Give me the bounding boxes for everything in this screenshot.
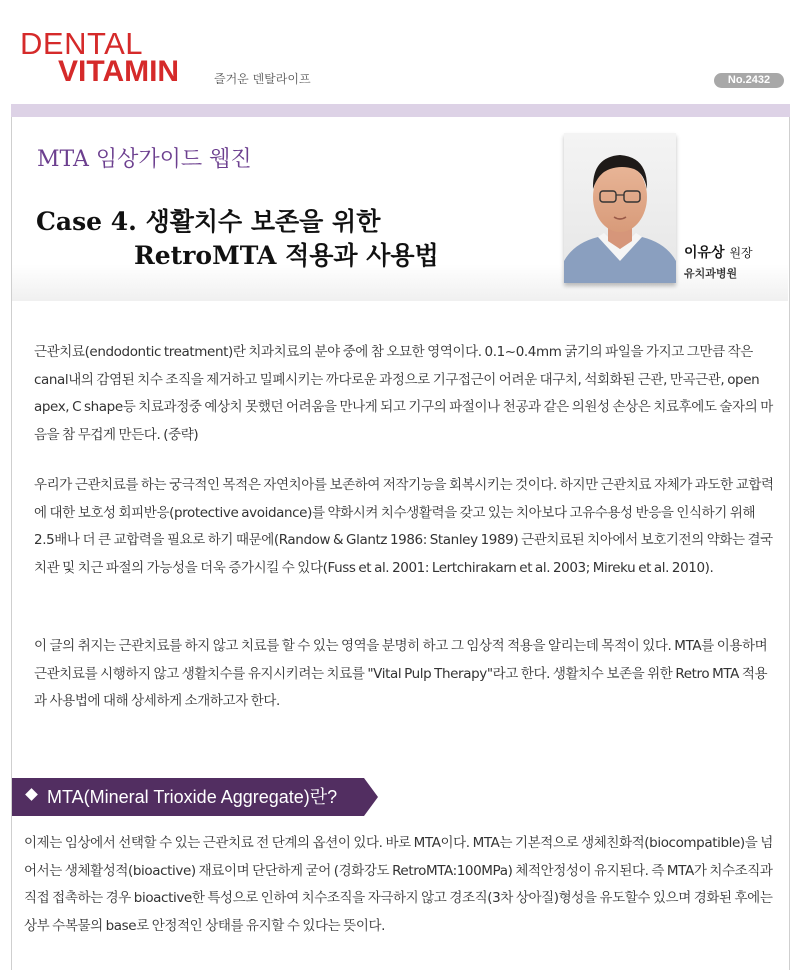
masthead [0,0,800,104]
author-photo [564,133,676,283]
logo-dental: DENTAL [20,26,144,61]
author-name-text: 이유상 [684,245,725,261]
header-band [11,104,790,117]
tagline: 즐거운 덴탈라이프 [214,72,311,86]
author-role: 원장 [729,246,753,260]
paragraph-3: 이 글의 취지는 근관치료를 하지 않고 치료를 할 수 있는 영역을 분명히 하고 그 임상적 적용을 알리는데 목적이 있다. MTA를 이용하며 근관치료를 시행하지 않고 생활치수를 유지시키려는 치료를 "Vital Pulp Therapy"라고 한다. 생활치수 보존을 위한 Retro MTA 적용과 사용법에 대해 상세하게 소개하고자 한다. [34,638,768,709]
series-title: MTA 임상가이드 웹진 [37,147,252,172]
author-portrait-image [564,133,676,283]
paragraph-2: 우리가 근관치료를 하는 궁극적인 목적은 자연치아를 보존하여 저작기능을 회복시키는 것이다. 하지만 근관치료 자체가 과도한 교합력에 대한 보호성 회피반응(protective avoidance)를 약화시켜 치수생활력을 갖고 있는 치아보다 고유수용성 반응을 인식하기 위해 2.5배나 더 큰 교합력을 필요로 하기 때문에(Randow & Glantz 1986: Stanley 1989) 근관치료된 치아에서 보호기전의 약화는 결국 치관 및 치근 파절의 가능성을 더욱 증가시킬 수 있다(Fuss et al. 2001: Lertchirakarn et al. 2003; Mireku et al. 2010). [34,477,774,576]
logo-vitamin: VITAMIN [58,55,180,88]
author-name [684,242,753,262]
author-affiliation: 유치과병원 [684,267,738,280]
section-title: MTA(Mineral Trioxide Aggregate)란? [47,787,338,807]
paragraph-1: 근관치료(endodontic treatment)란 치과치료의 분야 중에 참 오묘한 영역이다. 0.1~0.4mm 굵기의 파일을 가지고 그만큼 작은 canal내의 감염된 치수 조직을 제거하고 밀폐시키는 까다로운 과정으로 기구접근이 어려운 대구치, 석회화된 근관, 만곡근관, open apex, C shape등 치료과정중 예상치 못했던 어려움을 만나게 되고 기구의 파절이나 천공과 같은 의원성 손상은 치료후에도 술자의 마음을 참 무겁게 만든다. (중략) [34,344,773,443]
article-title-line1: Case 4. 생활치수 보존을 위한 [36,207,381,236]
paragraph-4: 이제는 임상에서 선택할 수 있는 근관치료 전 단계의 옵션이 있다. 바로 MTA이다. MTA는 기본적으로 생체친화적(biocompatible)을 넘어서는 생체활성적(bioactive) 재료이며 단단하게 굳어 (경화강도 RetroMTA:100MPa) 체적안정성이 유지된다. 즉 MTA가 치수조직과 직접 접촉하는 경우 bioactive한 특성으로 인하여 치수조직을 자극하지 않고 경조직(3차 상아질)형성을 유도할수 있으며 경화된 후에는 상부 수복물의 base로 안정적인 상태를 유지할 수 있다는 뜻이다. [24,835,773,934]
issue-badge: No.2432 [714,73,784,88]
article-title-line2: RetroMTA 적용과 사용법 [134,241,439,270]
